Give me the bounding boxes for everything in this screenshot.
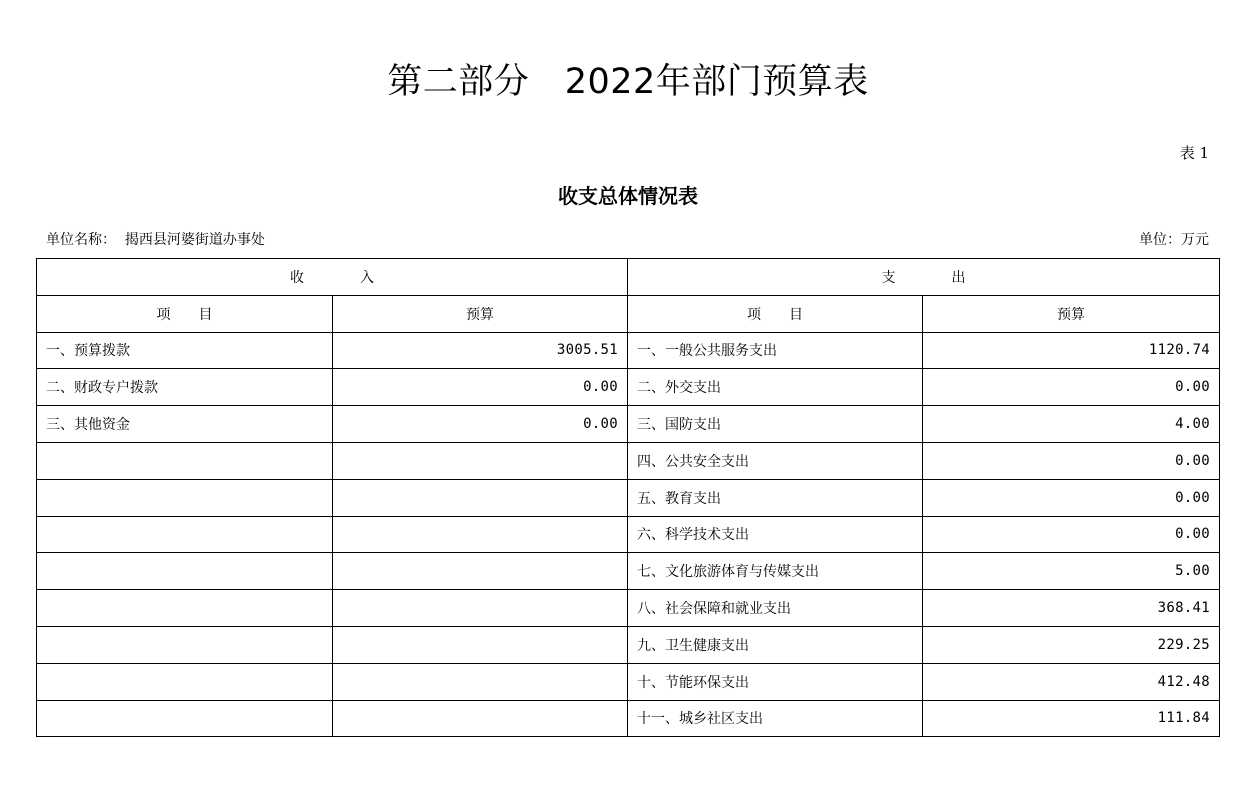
table-row (37, 700, 1220, 737)
organization-name: 单位名称： 揭西县河婆街道办事处 (46, 232, 265, 248)
page-title: 第二部分 2022年部门预算表 (387, 62, 869, 102)
income-budget-cell (333, 700, 628, 737)
expense-item-cell: 十、节能环保支出 (628, 663, 923, 700)
expense-budget-cell: 1120.74 (923, 332, 1220, 369)
income-item-cell (37, 626, 333, 663)
income-item-cell (37, 663, 333, 700)
expense-item-cell: 八、社会保障和就业支出 (628, 590, 923, 627)
income-budget-cell (333, 553, 628, 590)
expense-budget-cell: 229.25 (923, 626, 1220, 663)
income-budget-cell: 3005.51 (333, 332, 628, 369)
table-row (37, 369, 1220, 406)
expense-section-header: 支 出 (628, 259, 1220, 296)
expense-item-cell: 七、文化旅游体育与传媒支出 (628, 553, 923, 590)
income-budget-cell (333, 479, 628, 516)
income-item-cell (37, 590, 333, 627)
table-row (37, 516, 1220, 553)
expense-item-cell: 九、卫生健康支出 (628, 626, 923, 663)
income-item-cell: 二、财政专户拨款 (37, 369, 333, 406)
expense-item-cell: 二、外交支出 (628, 369, 923, 406)
table-row (37, 663, 1220, 700)
income-item-cell (37, 553, 333, 590)
column-header-row (37, 295, 1220, 332)
section-header-row (37, 259, 1220, 296)
table-row (37, 406, 1220, 443)
expense-item-cell: 四、公共安全支出 (628, 442, 923, 479)
currency-unit: 单位：万元 (1139, 232, 1209, 248)
income-budget-cell: 0.00 (333, 406, 628, 443)
table-number: 表 1 (1179, 144, 1209, 162)
expense-item-cell: 十一、城乡社区支出 (628, 700, 923, 737)
expense-item-header: 项 目 (628, 295, 923, 332)
income-item-cell (37, 479, 333, 516)
income-item-cell (37, 700, 333, 737)
expense-item-cell: 三、国防支出 (628, 406, 923, 443)
table-row (37, 479, 1220, 516)
expense-budget-cell: 5.00 (923, 553, 1220, 590)
expense-budget-cell: 0.00 (923, 442, 1220, 479)
expense-budget-cell: 368.41 (923, 590, 1220, 627)
budget-table (36, 258, 1220, 737)
income-budget-cell (333, 442, 628, 479)
table-row (37, 590, 1220, 627)
income-item-cell (37, 442, 333, 479)
income-budget-cell (333, 663, 628, 700)
expense-budget-cell: 111.84 (923, 700, 1220, 737)
expense-budget-cell: 0.00 (923, 516, 1220, 553)
table-row (37, 442, 1220, 479)
income-budget-header: 预算 (333, 295, 628, 332)
table-row (37, 332, 1220, 369)
income-item-cell (37, 516, 333, 553)
income-budget-cell (333, 590, 628, 627)
expense-item-cell: 五、教育支出 (628, 479, 923, 516)
income-budget-cell (333, 626, 628, 663)
expense-budget-header: 预算 (923, 295, 1220, 332)
income-section-header: 收 入 (37, 259, 628, 296)
expense-item-cell: 六、科学技术支出 (628, 516, 923, 553)
expense-budget-cell: 412.48 (923, 663, 1220, 700)
budget-table-body (37, 259, 1220, 737)
expense-budget-cell: 0.00 (923, 369, 1220, 406)
unit-info-row (46, 229, 1209, 251)
expense-item-cell: 一、一般公共服务支出 (628, 332, 923, 369)
income-budget-cell (333, 516, 628, 553)
income-item-cell: 三、其他资金 (37, 406, 333, 443)
table-row (37, 553, 1220, 590)
income-item-cell: 一、预算拨款 (37, 332, 333, 369)
table-row (37, 626, 1220, 663)
expense-budget-cell: 0.00 (923, 479, 1220, 516)
income-budget-cell: 0.00 (333, 369, 628, 406)
income-item-header: 项 目 (37, 295, 333, 332)
table-title: 收支总体情况表 (558, 184, 698, 208)
expense-budget-cell: 4.00 (923, 406, 1220, 443)
